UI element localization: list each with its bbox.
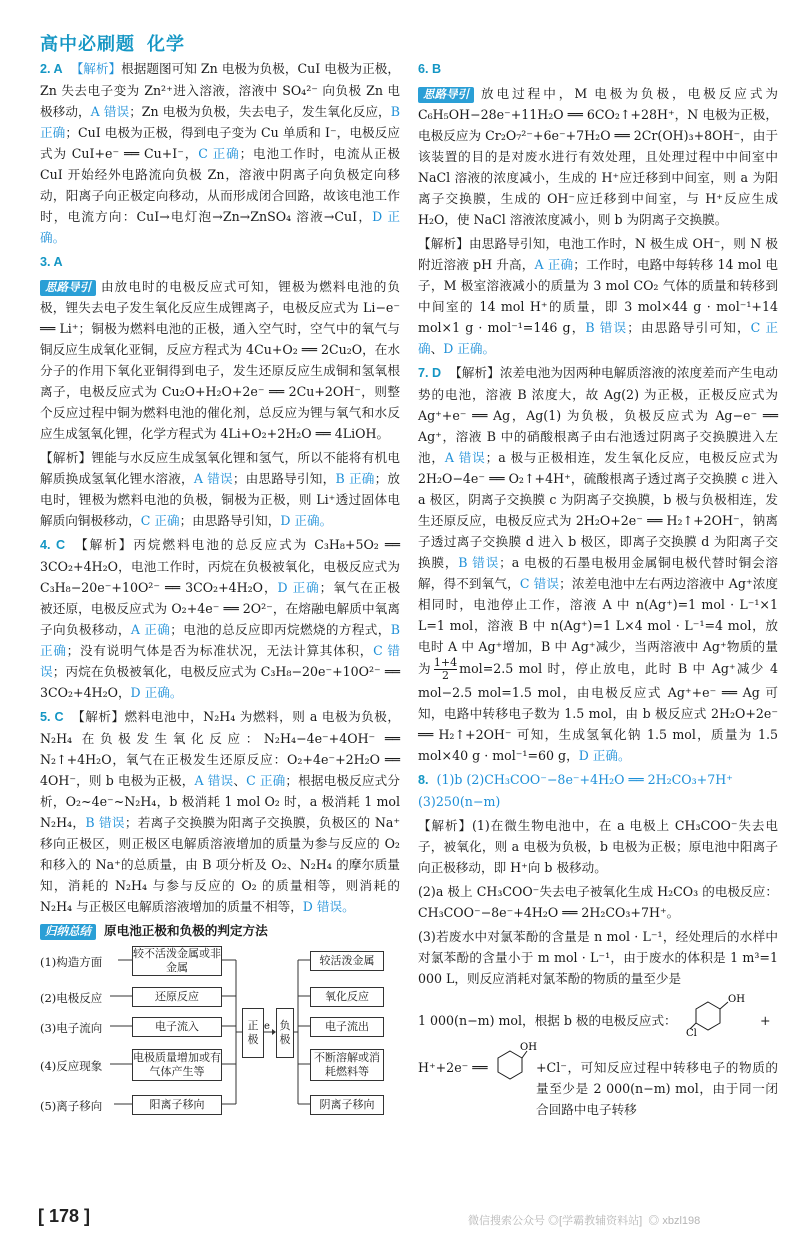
option-verdict: D 正确。 xyxy=(280,513,333,528)
option-verdict: C 正确 xyxy=(246,773,286,788)
fraction-denominator: 2 xyxy=(442,669,450,682)
explanation-text: ；由思路导引知， xyxy=(232,471,336,486)
summary-tag: 归纳总结 xyxy=(40,924,96,940)
explanation-text: (2)a 极上 CH₃COO⁻失去电子被氧化生成 H₂CO₃ 的电极反应：CH₃COO⁻−8e⁻+4H₂O ══ 2H₂CO₃+7H⁺。 xyxy=(418,884,778,920)
hydroxyl-label: OH xyxy=(520,1042,537,1053)
criterion-label: (4)反应现象 xyxy=(40,1059,103,1073)
explanation-text: ；由思路导引知， xyxy=(179,513,281,528)
explanation-text: 由思路导引知，电池工作时，N 极生成 OH⁻，则 N 极附近溶液 pH 升高， xyxy=(418,236,779,272)
anode-criterion-box: 较活泼金属 xyxy=(310,951,384,971)
option-verdict: D 正确。 xyxy=(40,209,400,245)
question-7-number: 7. D xyxy=(418,366,442,380)
option-verdict: D 正确。 xyxy=(443,341,496,356)
criterion-label: (5)离子移向 xyxy=(40,1099,103,1113)
option-verdict: B 正确 xyxy=(40,622,401,658)
option-verdict: A 错误 xyxy=(444,450,486,465)
cathode-criterion-box: 电子流入 xyxy=(132,1017,222,1037)
explanation-text: 、 xyxy=(430,341,444,356)
explanation-text: ；a 极与正极相连，发生氧化反应，电极反应式为 2H₂O−4e⁻ ══ O₂↑+4H⁺，硫酸根离子透过离子交换膜 c 进入 a 极区，阴离子交换膜 c 为阴离子交换膜，b 极与负极相连，发生还原反应，电极反应式为 2H₂O+2e⁻ ══ H₂↑+2OH⁻，钠离子透过离子交换膜 d 进入 b 极区，即离子交换膜 d 为阳离子交换膜， xyxy=(418,450,778,570)
summary-title: 原电池正极和负极的判定方法 xyxy=(104,924,268,938)
question-2-number: 2. A xyxy=(40,62,63,76)
explanation-text: ；若离子交换膜为阳离子交换膜，负极区的 Na⁺移向正极区，则正极区电解质溶液增加的质量为参与反应的 O₂ 和移入的 Na⁺的总质量，由 B 项分析及 O₂、N₂H₄ 的摩尔质量知，消耗的 N₂H₄ 与参与反应的 O₂ 的质量相等，则消耗的 N₂H₄ 与正极区电解质溶液增加的质量不相等， xyxy=(40,815,400,914)
explanation-text: ；电池工作时，电流从正极 CuI 开始经外电路流向负极 Zn，溶液中阴离子向负极定向移动，阳离子向正极定向移动，从而形成闭合回路，故该电池工作时，电流方向：CuI→电灯泡→Zn→ZnSO₄ 溶液→CuI， xyxy=(40,146,401,224)
option-verdict: D 正确。 xyxy=(578,748,631,763)
question-5-number: 5. C xyxy=(40,710,64,724)
question-4 xyxy=(40,534,400,703)
analysis-label: 【解析】 xyxy=(40,450,92,465)
thinking-guide-tag: 思路导引 xyxy=(418,87,474,103)
option-verdict: A 正确 xyxy=(534,257,574,272)
question-3-number: 3. A xyxy=(40,255,63,269)
explanation-text: 丙烷燃料电池的总反应式为 C₃H₈+5O₂ ══ 3CO₂+4H₂O，电池工作时，丙烷在负极被氧化，电极反应式为 C₃H₈−20e⁻+10O²⁻ ══ 3CO₂+4H₂O， xyxy=(40,537,400,595)
analysis-label: 【解析】 xyxy=(70,61,122,76)
explanation-text: 燃料电池中，N₂H₄ 为燃料，则 a 电极为负极，N₂H₄ 在负极发生氧化反应：N₂H₄−4e⁻+4OH⁻ ══ N₂↑+4H₂O，氧气在正极发生还原反应：O₂+4e⁻+2H₂O ══ 4OH⁻，则 b 电极为正极， xyxy=(40,709,400,788)
question-3-analysis xyxy=(40,447,400,531)
option-verdict: B 正确 xyxy=(335,471,375,486)
explanation-text: ；丙烷在负极被氧化，电极反应式为 C₃H₈−20e⁻+10O²⁻ ══ 3CO₂+4H₂O， xyxy=(40,664,401,700)
criterion-label: (2)电极反应 xyxy=(40,991,103,1005)
watermark-text: 微信搜索公众号 ◎[学霸教辅资料站] ◎ xbzl198 xyxy=(468,1215,701,1227)
electrode-judgment-diagram xyxy=(40,946,390,1126)
explanation-text: ；a 电极的石墨电极用金属铜电极代替时铜会溶解，得不到氧气， xyxy=(418,555,778,591)
question-6-heading xyxy=(418,58,778,80)
question-6-analysis xyxy=(418,233,778,359)
explanation-text: ；根据电极反应式分析，O₂~4e⁻~N₂H₄，b 极消耗 1 mol O₂ 时，a 极消耗 1 mol N₂H₄， xyxy=(40,773,401,830)
criterion-label: (1)构造方面 xyxy=(40,955,103,969)
explanation-text: ；电池的总反应即丙烷燃烧的方程式， xyxy=(170,622,391,637)
fraction xyxy=(434,657,457,682)
option-verdict: B 正确 xyxy=(40,104,400,140)
analysis-label: 【解析】 xyxy=(418,236,470,251)
question-3-guide xyxy=(40,276,400,444)
option-verdict: B 错误 xyxy=(458,555,500,570)
anode-criterion-box: 氧化反应 xyxy=(310,987,384,1007)
fraction-numerator: 1+4 xyxy=(433,656,458,669)
option-verdict: C 正确 xyxy=(198,146,240,161)
option-verdict: A 错误 xyxy=(193,471,233,486)
cathode-criterion-box: 较不活泼金属或非金属 xyxy=(133,947,221,974)
explanation-text: ；放电时，锂极为燃料电池的负极，铜极为正极，则 Li⁺透过固体电解质向铜极移动， xyxy=(40,471,401,528)
option-verdict: C 错误 xyxy=(40,643,401,679)
explanation-text: ；工作时，电路中每转移 14 mol 电子，M 极室溶液减小的质量为 3 mol CO₂ 气体的质量和转移到中间室的 14 mol H⁺的质量，即 3 mol×44 g · mol⁻¹+14 mol×1 g · mol⁻¹=146 g， xyxy=(418,257,778,335)
option-verdict: C 错误 xyxy=(519,576,560,591)
explanation-text: (3)若废水中对氯苯酚的含量是 n mol · L⁻¹，经处理后的水样中对氯苯酚的含量小于 m mol · L⁻¹，由于废水的体积是 1 m³=1 000 L，则反应消耗对氯苯酚的物质的量至少是 xyxy=(418,929,778,986)
option-verdict: B 错误 xyxy=(585,320,628,335)
explanation-text: 根据题图可知 Zn 电极为负极，CuI 电极为正极，Zn 失去电子变为 Zn²⁺进入溶液，溶液中 SO₄²⁻ 向负极 Zn 电极移动， xyxy=(40,61,400,119)
explanation-text: ；由思路导引可知， xyxy=(627,320,751,335)
reaction-line-1 xyxy=(418,992,778,1039)
cathode-criterion-box: 电极质量增加或有气体产生等 xyxy=(132,1049,222,1081)
option-verdict: B 错误 xyxy=(85,815,125,830)
phenol-structure-icon xyxy=(494,1039,537,1079)
question-8-analysis xyxy=(418,815,778,878)
analysis-label: 【解析】 xyxy=(418,818,472,833)
question-6-number: 6. B xyxy=(418,62,442,76)
option-verdict: A 错误 xyxy=(90,104,130,119)
option-verdict: D 错误。 xyxy=(302,899,355,914)
option-verdict: D 正确。 xyxy=(130,685,183,700)
option-verdict: A 正确 xyxy=(130,622,171,637)
question-6-guide xyxy=(418,83,778,230)
explanation-text: mol=2.5 mol 时，停止放电，此时 B 中 Ag⁺减少 4 mol−2.5 mol=1.5 mol，由电极反应式 Ag⁺+e⁻ ══ Ag 可知，电路中转移电子数为 1.5 mol，由 b 极反应式 2H₂O+2e⁻ ══ H₂↑+2OH⁻ 可知，生成氢氧化钠 1.5 mol，质量为 1.5 mol×40 g · mol⁻¹=60 g， xyxy=(418,661,779,763)
anode-criterion-box: 阴离子移向 xyxy=(310,1095,384,1115)
answer-part-3: (3)250(n−m) xyxy=(418,794,501,809)
question-8-answer xyxy=(418,769,778,812)
thinking-guide-tag: 思路导引 xyxy=(40,280,96,296)
answer-part-1-2: (1)b (2)CH₃COO⁻−8e⁻+4H₂O ══ 2H₂CO₃+7H⁺ xyxy=(436,772,733,787)
question-5 xyxy=(40,706,400,917)
chloro-label: Cl xyxy=(686,1028,697,1039)
plus-sign: + xyxy=(760,1013,771,1028)
question-2 xyxy=(40,58,400,248)
anode-criterion-box: 不断溶解或消耗燃料等 xyxy=(310,1049,384,1081)
explanation-text: ；氧气在正极被还原，电极反应式为 O₂+4e⁻ ══ 2O²⁻，在熔融电解质中氧离子向负极移动， xyxy=(40,580,400,637)
explanation-text: +Cl⁻，可知反应过程中转移电子的物质的量至少是 2 000(n−m) mol，由于同一闭合回路中电子转移 xyxy=(536,1060,778,1117)
analysis-label: 【解析】 xyxy=(449,365,500,380)
criterion-label: (3)电子流向 xyxy=(40,1021,103,1035)
explanation-text: H⁺+2e⁻ ══ xyxy=(418,1060,488,1075)
option-verdict: C 正确 xyxy=(418,320,779,356)
explanation-text: (1)在微生物电池中，在 a 电极上 CH₃COO⁻失去电子，被氧化，则 a 电极为负极，b 电极为正极；原电池中阳离子向正极移动，即 H⁺向 b 极移动。 xyxy=(418,818,778,875)
cathode-criterion-box: 还原反应 xyxy=(132,987,222,1007)
hydroxyl-label: OH xyxy=(728,994,745,1005)
guide-text: 放电过程中，M 电极为负极，电极反应式为 C₆H₅OH−28e⁻+11H₂O ══ 6CO₂↑+28H⁺，N 电极为正极，电极反应为 Cr₂O₇²⁻+6e⁻+7H₂O ══ 2Cr(OH)₃+8OH⁻，由于该装置的目的是对废水进行有效处理，且处理过程中中间室中 NaCl 溶液的浓度减小，生成的 H⁺应迁移到中间室，则 a 为阳离子交换膜，生成的 OH⁻应迁移到中间室，与 H⁺反应生成 H₂O，使 NaCl 溶液浓度减小，则 b 为阴离子交换膜。 xyxy=(418,86,778,227)
explanation-text: ；浓差电池中左右两边溶液中 Ag⁺浓度相同时，电池停止工作，溶液 A 中 n(Ag⁺)=1 mol · L⁻¹×1 L=1 mol，溶液 B 中 n(Ag⁺)=1 L×4 mol · L⁻¹=4 mol，放电时 A 中 Ag⁺增加，B 中 Ag⁺减少，当两溶液中 Ag⁺物质的量为 xyxy=(418,576,779,676)
positive-electrode-box: 正极 xyxy=(242,1008,264,1058)
negative-electrode-box: 负极 xyxy=(276,1008,294,1058)
question-4-number: 4. C xyxy=(40,538,66,552)
option-verdict: D 正确 xyxy=(277,580,320,595)
page-header-title: 高中必刷题 化学 xyxy=(40,34,186,54)
question-8-number: 8. xyxy=(418,773,429,787)
chlorophenol-structure-icon xyxy=(686,992,746,1039)
question-3-heading xyxy=(40,251,400,273)
option-verdict: A 错误 xyxy=(194,773,234,788)
reaction-line-2 xyxy=(418,1039,778,1117)
summary-heading xyxy=(40,920,400,942)
cathode-criterion-box: 阳离子移向 xyxy=(132,1095,222,1115)
explanation-text: 浓差电池为因两种电解质溶液的浓度差而产生电动势的电池，溶液 B 浓度大，故 Ag(2) 为正极，正极反应式为 Ag⁺+e⁻ ══ Ag，Ag(1) 为负极，负极反应式为 Ag−e⁻ ══ Ag⁺，溶液 B 中的硝酸根离子由右池透过阴离子交换膜进入左池， xyxy=(418,365,778,465)
explanation-text: 1 000(n−m) mol，根据 b 极的电极反应式： xyxy=(418,1013,677,1028)
page-number: [ 178 ] xyxy=(38,1206,91,1226)
anode-criterion-box: 电子流出 xyxy=(310,1017,384,1037)
electron-label: e xyxy=(264,1021,270,1032)
explanation-text: 、 xyxy=(233,773,247,788)
right-column xyxy=(418,58,779,1117)
analysis-label: 【解析】 xyxy=(75,537,134,552)
explanation-text: 锂能与水反应生成氢氧化锂和氢气，所以不能将有机电解质换成氢氧化锂水溶液， xyxy=(40,450,401,486)
explanation-text: ；Zn 电极为负极，失去电子，发生氧化反应， xyxy=(129,104,391,119)
option-verdict: C 正确 xyxy=(140,513,180,528)
explanation-text: ；CuI 电极为正极，得到电子变为 Cu 单质和 I⁻，电极反应式为 CuI+e⁻ ══ Cu+I⁻， xyxy=(40,125,400,161)
guide-text: 由放电时的电极反应式可知，锂极为燃料电池的负极，锂失去电子发生氧化反应生成锂离子，电极反应式为 Li−e⁻ ══ Li⁺；铜极为燃料电池的正极，通入空气时，空气中的氧气与铜反应生成氧化亚铜，反应方程式为 4Cu+O₂ ══ 2Cu₂O，在水分子的作用下氧化亚铜得到电子，发生还原反应生成铜和氢氧根离子，电极反应式为 Cu₂O+H₂O+2e⁻ ══ 2Cu+2OH⁻，则整个反应过程中铜为燃料电池的催化剂，总反应为锂与氧气和水反应生成氢氧化锂，化学方程式为 4Li+O₂+2H₂O ══ 4LiOH。 xyxy=(40,279,400,441)
question-7 xyxy=(418,362,778,766)
explanation-text: ；没有说明气体是否为标准状况，无法计算其体积， xyxy=(66,643,374,658)
left-column xyxy=(40,58,400,1126)
analysis-label: 【解析】 xyxy=(72,709,125,724)
